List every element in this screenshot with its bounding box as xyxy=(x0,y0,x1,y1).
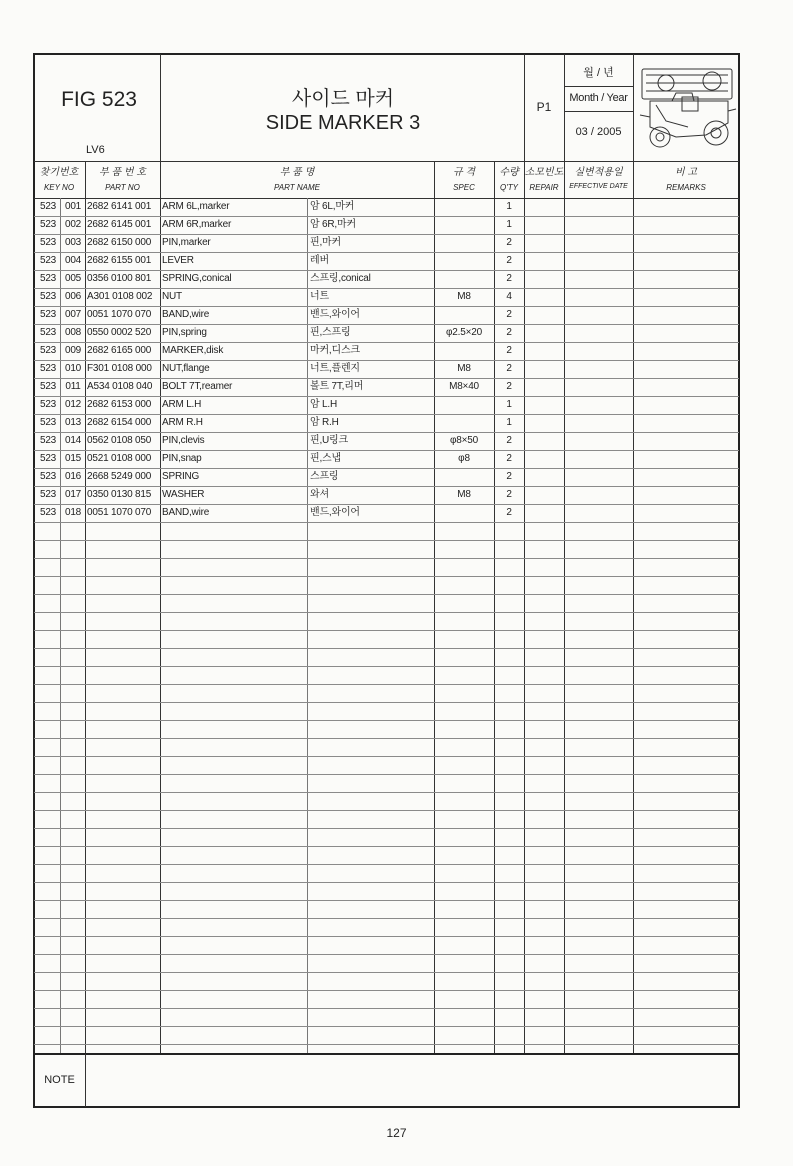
qty-cell: 4 xyxy=(506,291,512,302)
row-rule xyxy=(34,522,739,523)
part-name-en-cell: BAND,wire xyxy=(162,309,210,320)
header-divider xyxy=(160,54,161,162)
part-name-ko-cell: 암 R.H xyxy=(310,417,339,428)
spec-cell: M8 xyxy=(457,291,471,302)
column-divider xyxy=(160,161,161,1054)
fig-cell: 523 xyxy=(39,417,57,428)
col-repair-en: REPAIR xyxy=(529,183,559,192)
key-no-cell: 012 xyxy=(64,399,82,410)
part-no-cell: 0051 1070 070 xyxy=(87,309,152,320)
row-rule xyxy=(34,738,739,739)
col-qty-en: Q'TY xyxy=(500,183,518,192)
part-no-cell: 2682 6145 001 xyxy=(87,219,152,230)
row-rule xyxy=(34,666,739,667)
key-no-cell: 018 xyxy=(64,507,82,518)
key-no-cell: 007 xyxy=(64,309,82,320)
qty-cell: 1 xyxy=(506,201,512,212)
key-no-cell: 017 xyxy=(64,489,82,500)
note-divider xyxy=(85,1054,86,1107)
row-rule xyxy=(34,576,739,577)
spec-cell: φ8×50 xyxy=(449,435,478,446)
spec-cell: M8 xyxy=(457,489,471,500)
qty-cell: 2 xyxy=(506,237,512,248)
column-divider xyxy=(633,161,634,1054)
part-name-en-cell: PIN,spring xyxy=(162,327,207,338)
col-qty-ko: 수량 xyxy=(499,167,519,178)
part-no-cell: A301 0108 002 xyxy=(87,291,153,302)
col-effective-ko: 실변적용일 xyxy=(574,167,623,178)
col-key-no-en: KEY NO xyxy=(43,183,75,192)
part-name-en-cell: PIN,clevis xyxy=(162,435,205,446)
fig-cell: 523 xyxy=(39,345,57,356)
row-rule xyxy=(34,594,739,595)
row-rule xyxy=(34,990,739,991)
transplanter-illustration-icon xyxy=(636,57,738,159)
key-no-cell: 001 xyxy=(64,201,82,212)
part-name-en-cell: NUT xyxy=(162,291,182,302)
col-spec-en: SPEC xyxy=(453,183,475,192)
col-remarks-en: REMARKS xyxy=(666,183,706,192)
qty-cell: 2 xyxy=(506,273,512,284)
key-no-cell: 004 xyxy=(64,255,82,266)
part-name-ko-cell: 스프링,conical xyxy=(310,273,371,284)
part-name-en-cell: BOLT 7T,reamer xyxy=(162,381,233,392)
key-no-cell: 005 xyxy=(64,273,82,284)
fig-cell: 523 xyxy=(39,327,57,338)
part-name-en-cell: ARM 6R,marker xyxy=(162,219,232,230)
key-no-cell: 003 xyxy=(64,237,82,248)
row-rule xyxy=(34,684,739,685)
column-divider xyxy=(524,161,525,1054)
page-number: 127 xyxy=(386,1126,407,1140)
part-name-en-cell: WASHER xyxy=(162,489,205,500)
note-rule xyxy=(34,1053,739,1055)
part-no-cell: 2682 6154 000 xyxy=(87,417,152,428)
qty-cell: 1 xyxy=(506,219,512,230)
fig-cell: 523 xyxy=(39,291,57,302)
part-name-ko-cell: 핀,스냅 xyxy=(310,453,341,464)
part-name-ko-cell: 핀,스프링 xyxy=(310,327,351,338)
qty-cell: 2 xyxy=(506,435,512,446)
row-rule xyxy=(34,702,739,703)
col-part-no-ko: 부 품 번 호 xyxy=(99,167,146,178)
key-no-cell: 009 xyxy=(64,345,82,356)
spec-cell: φ8 xyxy=(458,453,470,464)
part-name-en-cell: PIN,marker xyxy=(162,237,211,248)
fig-cell: 523 xyxy=(39,255,57,266)
key-no-cell: 002 xyxy=(64,219,82,230)
col-part-name-en: PART NAME xyxy=(274,183,320,192)
fig-cell: 523 xyxy=(39,507,57,518)
qty-cell: 2 xyxy=(506,309,512,320)
row-rule xyxy=(34,936,739,937)
row-rule xyxy=(34,954,739,955)
column-divider xyxy=(564,161,565,1054)
qty-cell: 2 xyxy=(506,345,512,356)
part-name-en-cell: LEVER xyxy=(162,255,194,266)
part-name-en-cell: ARM L.H xyxy=(162,399,202,410)
row-rule xyxy=(34,540,739,541)
part-no-cell: 0350 0130 815 xyxy=(87,489,152,500)
part-name-ko-cell: 암 6L,마커 xyxy=(310,201,355,212)
row-rule xyxy=(34,828,739,829)
part-name-ko-cell: 핀,마커 xyxy=(310,237,341,248)
row-rule xyxy=(34,1044,739,1045)
part-name-ko-cell: 핀,U링크 xyxy=(310,435,348,446)
part-name-ko-cell: 암 L.H xyxy=(310,399,337,410)
part-name-ko-cell: 밴드,와이어 xyxy=(310,507,360,518)
key-no-cell: 014 xyxy=(64,435,82,446)
part-name-en-cell: SPRING,conical xyxy=(162,273,232,284)
fig-cell: 523 xyxy=(39,219,57,230)
row-rule xyxy=(34,648,739,649)
page-code: P1 xyxy=(536,100,552,114)
col-repair-ko: 소모빈도 xyxy=(524,167,564,178)
key-no-cell: 013 xyxy=(64,417,82,428)
title-english: SIDE MARKER 3 xyxy=(265,112,421,134)
part-name-en-cell: MARKER,disk xyxy=(162,345,224,356)
part-name-en-cell: ARM R.H xyxy=(162,417,203,428)
row-rule xyxy=(34,972,739,973)
fig-cell: 523 xyxy=(39,309,57,320)
spec-cell: M8 xyxy=(457,363,471,374)
key-no-cell: 010 xyxy=(64,363,82,374)
qty-cell: 2 xyxy=(506,489,512,500)
row-rule xyxy=(34,918,739,919)
part-name-ko-cell: 레버 xyxy=(310,255,329,266)
part-name-ko-cell: 암 6R,마커 xyxy=(310,219,356,230)
key-no-cell: 016 xyxy=(64,471,82,482)
row-rule xyxy=(34,774,739,775)
fig-cell: 523 xyxy=(39,237,57,248)
part-no-cell: 2682 6141 001 xyxy=(87,201,152,212)
part-name-ko-cell: 너트 xyxy=(310,291,329,302)
key-no-cell: 011 xyxy=(65,381,81,392)
row-rule xyxy=(34,720,739,721)
row-rule xyxy=(34,882,739,883)
row-rule xyxy=(34,558,739,559)
part-no-cell: 2682 6153 000 xyxy=(87,399,152,410)
part-no-cell: 0521 0108 000 xyxy=(87,453,152,464)
part-name-en-cell: PIN,snap xyxy=(162,453,202,464)
spec-cell: M8×40 xyxy=(449,381,479,392)
column-divider xyxy=(307,198,308,1054)
part-name-en-cell: NUT,flange xyxy=(162,363,210,374)
key-no-cell: 006 xyxy=(64,291,82,302)
column-divider xyxy=(85,161,86,1054)
part-no-cell: 0562 0108 050 xyxy=(87,435,152,446)
part-no-cell: F301 0108 000 xyxy=(87,363,152,374)
part-no-cell: 2682 6165 000 xyxy=(87,345,152,356)
row-rule xyxy=(34,1008,739,1009)
fig-cell: 523 xyxy=(39,381,57,392)
part-no-cell: 2682 6155 001 xyxy=(87,255,152,266)
fig-cell: 523 xyxy=(39,471,57,482)
model-label: LV6 xyxy=(86,144,105,156)
fig-cell: 523 xyxy=(39,489,57,500)
fig-cell: 523 xyxy=(39,453,57,464)
col-part-no-en: PART NO xyxy=(105,183,140,192)
row-rule xyxy=(34,792,739,793)
qty-cell: 2 xyxy=(506,453,512,464)
header-divider xyxy=(564,111,633,112)
part-name-ko-cell: 와셔 xyxy=(310,489,329,500)
note-label: NOTE xyxy=(44,1074,75,1086)
part-name-ko-cell: 마커,디스크 xyxy=(310,345,360,356)
row-rule xyxy=(34,1026,739,1027)
qty-cell: 2 xyxy=(506,363,512,374)
col-part-name-ko: 부 품 명 xyxy=(279,167,315,178)
col-spec-ko: 규 격 xyxy=(452,167,476,178)
qty-cell: 2 xyxy=(506,507,512,518)
header-divider xyxy=(564,86,633,87)
month-year-korean: 월 / 년 xyxy=(583,67,614,79)
qty-cell: 2 xyxy=(506,255,512,266)
row-rule xyxy=(34,612,739,613)
qty-cell: 2 xyxy=(506,381,512,392)
fig-cell: 523 xyxy=(39,273,57,284)
fig-number: FIG 523 xyxy=(61,88,137,111)
qty-cell: 1 xyxy=(506,399,512,410)
key-no-cell: 015 xyxy=(64,453,82,464)
part-no-cell: 2682 6150 000 xyxy=(87,237,152,248)
row-rule xyxy=(34,846,739,847)
fig-cell: 523 xyxy=(39,363,57,374)
row-rule xyxy=(34,810,739,811)
fig-cell: 523 xyxy=(39,435,57,446)
part-no-cell: 0051 1070 070 xyxy=(87,507,152,518)
part-no-cell: 0356 0100 801 xyxy=(87,273,152,284)
col-remarks-ko: 비 고 xyxy=(674,167,698,178)
col-key-no-ko: 찾기번호 xyxy=(39,167,79,178)
row-rule xyxy=(34,900,739,901)
qty-cell: 2 xyxy=(506,327,512,338)
part-no-cell: 0550 0002 520 xyxy=(87,327,152,338)
spec-cell: φ2.5×20 xyxy=(446,327,482,338)
part-name-en-cell: SPRING xyxy=(162,471,200,482)
qty-cell: 2 xyxy=(506,471,512,482)
fig-cell: 523 xyxy=(39,399,57,410)
header-divider xyxy=(633,54,634,162)
part-name-ko-cell: 볼트 7T,리머 xyxy=(310,381,364,392)
revision-date: 03 / 2005 xyxy=(575,126,622,138)
fig-cell: 523 xyxy=(39,201,57,212)
part-no-cell: A534 0108 040 xyxy=(87,381,153,392)
row-rule xyxy=(34,756,739,757)
col-effective-en: EFFECTIVE DATE xyxy=(569,183,628,190)
part-no-cell: 2668 5249 000 xyxy=(87,471,152,482)
part-name-en-cell: ARM 6L,marker xyxy=(162,201,230,212)
part-name-ko-cell: 너트,플렌지 xyxy=(310,363,360,374)
part-name-ko-cell: 밴드,와이어 xyxy=(310,309,360,320)
row-rule xyxy=(34,864,739,865)
qty-cell: 1 xyxy=(506,417,512,428)
part-name-en-cell: BAND,wire xyxy=(162,507,210,518)
part-name-ko-cell: 스프링 xyxy=(310,471,339,482)
month-year-english: Month / Year xyxy=(569,92,628,104)
key-no-cell: 008 xyxy=(64,327,82,338)
title-korean: 사이드 마커 xyxy=(291,88,395,110)
row-rule xyxy=(34,630,739,631)
